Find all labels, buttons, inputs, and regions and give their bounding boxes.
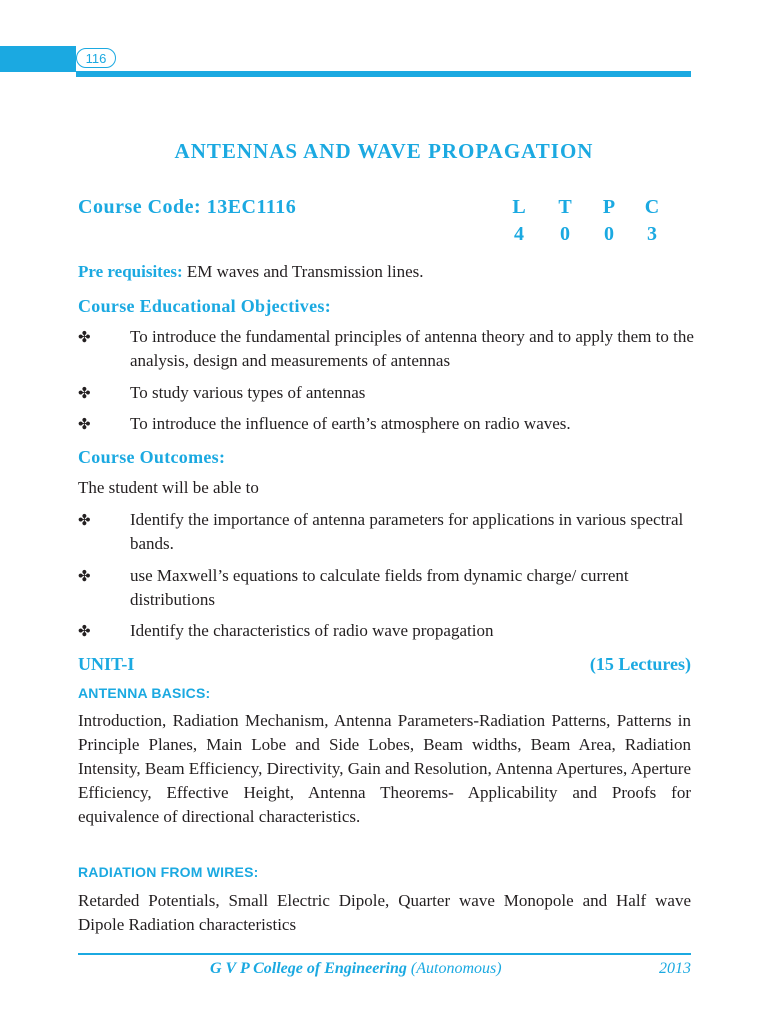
objective-text: To introduce the influence of earth’s atmosphere on radio waves.: [130, 414, 571, 433]
footer-college: [210, 960, 502, 978]
objective-text: To introduce the fundamental principles of antenna theory and to apply them to the analysis, design and measurements of antennas: [130, 327, 694, 370]
section-text: Introduction, Radiation Mechanism, Antenna Parameters-Radiation Patterns, Patterns in Principle Planes, Main Lobe and Side Lobes, Beam widths, Beam Area, Radiation Intensity, Beam Efficiency, Directivity, Gain and Resolution, Antenna Apertures, Aperture Efficiency, Effective Height, Antenna Theorems- Applicability and Proofs for equivalence of directional characteristics.: [78, 711, 691, 826]
header-rule: [76, 71, 691, 77]
bullet-icon: ✤: [78, 415, 91, 433]
outcomes-intro: The student will be able to: [78, 478, 259, 497]
page-number: 116: [76, 48, 116, 68]
footer-year: 2013: [659, 960, 691, 977]
bullet-icon: ✤: [78, 328, 91, 346]
bullet-icon: ✤: [78, 622, 91, 640]
section-text: Retarded Potentials, Small Electric Dipole, Quarter wave Monopole and Half wave Dipole Radiation characteristics: [78, 891, 691, 934]
bullet-icon: ✤: [78, 511, 91, 529]
ltpc-header-p: P: [602, 196, 616, 218]
objective-text: To study various types of antennas: [130, 383, 366, 402]
outcome-text: Identify the characteristics of radio wave propagation: [130, 621, 494, 640]
page-title: ANTENNAS AND WAVE PROPAGATION: [174, 139, 594, 163]
college-status: (Autonomous): [410, 960, 502, 977]
college-name: G V P College of Engineering: [210, 960, 407, 977]
header-accent-band: [0, 46, 76, 72]
bullet-icon: ✤: [78, 567, 91, 585]
prerequisites: [78, 262, 424, 282]
unit-lectures: (15 Lectures): [589, 654, 691, 674]
ltpc-header-l: L: [512, 196, 526, 218]
section-heading: ANTENNA BASICS:: [78, 685, 211, 701]
prerequisites-text: EM waves and Transmission lines.: [182, 262, 424, 281]
ltpc-value-t: 0: [560, 223, 570, 245]
footer-rule: [78, 953, 691, 955]
ltpc-header-t: T: [558, 196, 572, 218]
bullet-icon: ✤: [78, 384, 91, 402]
objectives-heading: Course Educational Objectives:: [78, 296, 331, 316]
outcome-text: use Maxwell’s equations to calculate fields from dynamic charge/ current distributions: [130, 566, 629, 609]
unit-title: UNIT-I: [78, 654, 135, 674]
prerequisites-label: Pre requisites:: [78, 262, 183, 281]
course-code: Course Code: 13EC1116: [78, 196, 297, 218]
ltpc-value-p: 0: [604, 223, 614, 245]
ltpc-header-c: C: [644, 196, 660, 218]
ltpc-value-c: 3: [647, 223, 657, 245]
section-heading: RADIATION FROM WIRES:: [78, 864, 259, 880]
ltpc-value-l: 4: [514, 223, 524, 245]
outcomes-heading: Course Outcomes:: [78, 447, 226, 467]
outcome-text: Identify the importance of antenna parameters for applications in various spectral bands.: [130, 510, 684, 553]
